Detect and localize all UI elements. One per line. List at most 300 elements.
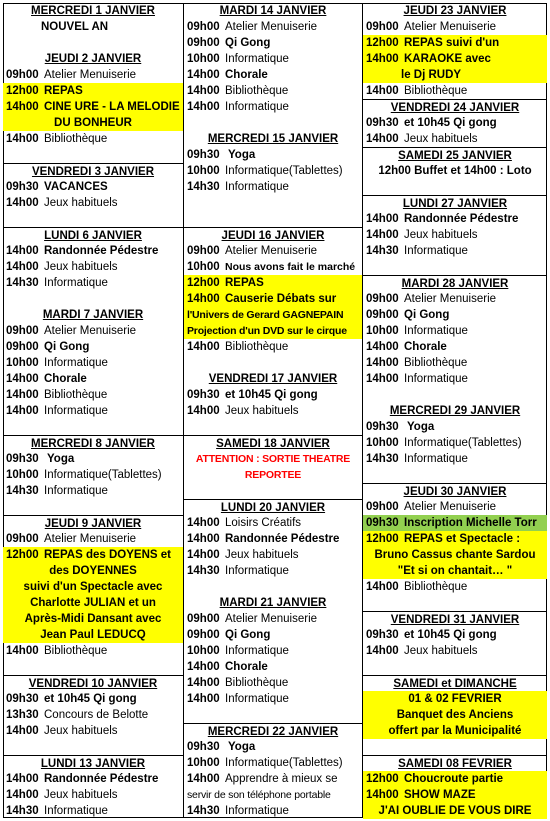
schedule-note [3, 579, 183, 595]
entry-time: 09h30 [366, 629, 399, 641]
entry-activity: Yoga [225, 741, 256, 753]
entry-time: 10h00 [187, 757, 220, 769]
entry-time: 14h00 [6, 197, 39, 209]
entry-activity: Jeux habituels [44, 261, 118, 273]
entry-time: 14h30 [6, 805, 39, 817]
schedule-entry [3, 403, 183, 419]
schedule-entry [363, 531, 547, 547]
entry-activity: Chorale [225, 69, 268, 81]
entry-activity: Informatique [225, 53, 289, 65]
entry-time: 14h00 [366, 645, 399, 657]
entry-time: 10h00 [187, 53, 220, 65]
day-header: MERCREDI 1 JANVIER [31, 5, 155, 17]
day-header: MARDI 28 JANVIER [401, 278, 509, 290]
entry-activity: Atelier Menuiserie [404, 21, 497, 33]
schedule-entry [3, 771, 183, 787]
blank-row [3, 419, 183, 435]
entry-activity: Informatique [225, 101, 289, 113]
day-header-row [363, 147, 547, 163]
schedule-entry [363, 339, 547, 355]
day-header-row [3, 51, 183, 67]
note-text: suivi d'un Spectacle avec [23, 581, 163, 593]
blank-row [363, 595, 547, 611]
entry-activity: Informatique [404, 453, 468, 465]
entry-time: 14h00 [6, 789, 39, 801]
note-text: REPORTEE [244, 469, 302, 481]
entry-activity: Yoga [44, 453, 75, 465]
note-text: Charlotte JULIAN et un [30, 597, 156, 609]
schedule-entry [363, 211, 547, 227]
blank-row [3, 211, 183, 227]
entry-activity: Informatique [44, 277, 108, 289]
entry-activity: Choucroute partie [404, 773, 504, 785]
entry-activity: Nous avons fait le marché [225, 261, 356, 273]
entry-activity: CINE URE - LA MELODIE [44, 101, 180, 113]
entry-activity: Jeux habituels [44, 789, 118, 801]
schedule-entry [3, 387, 183, 403]
entry-time: 09h30 [187, 741, 220, 753]
note-text: le Dj RUDY [401, 69, 462, 81]
schedule-entry [3, 243, 183, 259]
schedule-entry [363, 243, 547, 259]
schedule-entry [3, 787, 183, 803]
schedule-entry [3, 803, 183, 819]
blank-row [363, 179, 547, 195]
entry-time: 09h30 [6, 453, 39, 465]
entry-time: 14h00 [187, 533, 220, 545]
entry-time: 14h00 [366, 229, 399, 241]
note-text: Banquet des Anciens [396, 709, 514, 721]
blank-row [184, 707, 362, 723]
entry-activity: Informatique [404, 245, 468, 257]
schedule-note [3, 611, 183, 627]
blank-row [184, 579, 362, 595]
schedule-entry [184, 675, 362, 691]
entry-time: 09h00 [366, 21, 399, 33]
schedule-entry [3, 323, 183, 339]
schedule-entry [184, 515, 362, 531]
note-text: servir de son téléphone portable [187, 789, 331, 801]
schedule-entry [363, 307, 547, 323]
entry-activity: Bibliothèque [225, 85, 289, 97]
schedule-entry [3, 339, 183, 355]
entry-activity: Qi Gong [44, 341, 90, 353]
entry-time: 09h00 [366, 293, 399, 305]
schedule-note [3, 19, 183, 35]
schedule-entry [3, 259, 183, 275]
blank-row [363, 387, 547, 403]
entry-time: 09h00 [366, 309, 399, 321]
day-header-row [363, 195, 547, 211]
entry-time: 12h00 [366, 37, 399, 49]
schedule-entry [184, 531, 362, 547]
entry-activity: Atelier Menuiserie [404, 501, 497, 513]
schedule-entry [363, 355, 547, 371]
schedule-note [363, 563, 547, 579]
day-header-row [363, 275, 547, 291]
entry-activity: Bibliothèque [44, 133, 108, 145]
blank-row [184, 355, 362, 371]
schedule-note [184, 787, 362, 803]
schedule-entry [184, 755, 362, 771]
entry-activity: Informatique [225, 181, 289, 193]
entry-time: 14h00 [187, 101, 220, 113]
schedule-entry [363, 451, 547, 467]
schedule-entry [184, 403, 362, 419]
note-text: NOUVEL AN [41, 21, 109, 33]
entry-activity: Inscription Michelle Torr [404, 517, 537, 529]
schedule-entry [184, 627, 362, 643]
entry-activity: Atelier Menuiserie [404, 293, 497, 305]
note-text: ATTENTION : SORTIE THEATRE [195, 453, 351, 465]
schedule-entry [363, 115, 547, 131]
day-header: SAMEDI 18 JANVIER [216, 438, 330, 450]
blank-row [3, 291, 183, 307]
day-header-row [363, 755, 547, 771]
entry-time: 14h30 [187, 805, 220, 817]
schedule-entry [184, 547, 362, 563]
entry-activity: et 10h45 Qi gong [404, 629, 497, 641]
schedule-note [363, 547, 547, 563]
day-header: JEUDI 16 JANVIER [221, 230, 325, 242]
day-header: MERCREDI 22 JANVIER [207, 726, 339, 738]
schedule-entry [3, 547, 183, 563]
schedule-entry [3, 195, 183, 211]
entry-time: 14h00 [6, 101, 39, 113]
entry-activity: Chorale [404, 341, 447, 353]
blank-row [3, 659, 183, 675]
entry-time: 10h00 [187, 645, 220, 657]
schedule-entry [184, 339, 362, 355]
entry-activity: Qi Gong [225, 629, 271, 641]
entry-time: 14h00 [187, 85, 220, 97]
schedule-entry [363, 83, 547, 99]
entry-time: 09h00 [6, 325, 39, 337]
entry-activity: Jeux habituels [404, 229, 478, 241]
schedule-entry [363, 771, 547, 787]
entry-time: 14h00 [187, 405, 220, 417]
schedule-entry [363, 19, 547, 35]
blank-row [184, 195, 362, 211]
day-header: SAMEDI 25 JANVIER [398, 150, 512, 162]
schedule-entry [3, 371, 183, 387]
entry-activity: Randonnée Pédestre [404, 213, 519, 225]
entry-time: 14h00 [6, 389, 39, 401]
day-header: JEUDI 23 JANVIER [403, 5, 507, 17]
day-header: VENDREDI 24 JANVIER [390, 102, 520, 114]
schedule-entry [363, 579, 547, 595]
day-header: LUNDI 6 JANVIER [44, 230, 142, 242]
entry-time: 09h00 [187, 613, 220, 625]
entry-activity: et 10h45 Qi gong [404, 117, 497, 129]
schedule-entry [3, 451, 183, 467]
schedule-note [3, 115, 183, 131]
entry-time: 14h00 [6, 245, 39, 257]
entry-activity: Qi Gong [225, 37, 271, 49]
day-header-row [3, 227, 183, 243]
entry-activity: Randonnée Pédestre [225, 533, 340, 545]
schedule-note [184, 307, 362, 323]
entry-time: 14h00 [366, 53, 399, 65]
day-header-row [3, 435, 183, 451]
day-header: MERCREDI 29 JANVIER [389, 405, 521, 417]
entry-activity: Bibliothèque [225, 341, 289, 353]
schedule-note [363, 803, 547, 819]
entry-activity: Causerie Débats sur [225, 293, 337, 305]
schedule-entry [3, 531, 183, 547]
entry-activity: Yoga [404, 421, 435, 433]
entry-activity: Loisirs Créatifs [225, 517, 302, 529]
day-header: JEUDI 30 JANVIER [403, 486, 507, 498]
day-header: LUNDI 20 JANVIER [220, 502, 326, 514]
day-header-row [184, 435, 362, 451]
blank-row [363, 739, 547, 755]
blank-row [184, 419, 362, 435]
entry-activity: Jeux habituels [404, 645, 478, 657]
day-header: MERCREDI 15 JANVIER [207, 133, 339, 145]
schedule-entry [3, 643, 183, 659]
entry-time: 14h00 [366, 85, 399, 97]
schedule-entry [3, 179, 183, 195]
schedule-entry [363, 131, 547, 147]
schedule-entry [363, 787, 547, 803]
schedule-note [363, 163, 547, 179]
day-header: MARDI 14 JANVIER [219, 5, 327, 17]
schedule-entry [363, 291, 547, 307]
entry-time: 14h00 [187, 517, 220, 529]
day-header: VENDREDI 10 JANVIER [28, 678, 158, 690]
entry-time: 14h00 [366, 789, 399, 801]
entry-activity: Informatique [44, 405, 108, 417]
entry-activity: Informatique [44, 805, 108, 817]
entry-time: 14h00 [6, 725, 39, 737]
schedule-entry [363, 627, 547, 643]
entry-time: 10h00 [6, 469, 39, 481]
schedule-entry [184, 771, 362, 787]
entry-time: 14h30 [187, 181, 220, 193]
entry-time: 09h00 [6, 69, 39, 81]
schedule-entry [3, 723, 183, 739]
column-middle [183, 3, 362, 818]
entry-time: 14h00 [187, 677, 220, 689]
day-header-row [184, 3, 362, 19]
entry-time: 13h30 [6, 709, 39, 721]
day-header: LUNDI 13 JANVIER [40, 758, 146, 770]
entry-time: 14h00 [187, 661, 220, 673]
schedule-note [363, 723, 547, 739]
day-header-row [184, 499, 362, 515]
schedule-note [184, 323, 362, 339]
schedule-entry [184, 803, 362, 819]
entry-activity: Atelier Menuiserie [44, 325, 137, 337]
entry-activity: Atelier Menuiserie [225, 21, 318, 33]
blank-row [363, 659, 547, 675]
day-header: VENDREDI 17 JANVIER [208, 373, 338, 385]
schedule-note [363, 707, 547, 723]
entry-activity: Atelier Menuiserie [44, 69, 137, 81]
schedule-note [3, 563, 183, 579]
entry-time: 14h00 [366, 357, 399, 369]
entry-time: 09h00 [6, 341, 39, 353]
entry-time: 09h00 [187, 629, 220, 641]
day-header-row [3, 307, 183, 323]
day-header: JEUDI 2 JANVIER [44, 53, 142, 65]
schedule-entry [184, 275, 362, 291]
schedule-entry [3, 691, 183, 707]
schedule-entry [363, 435, 547, 451]
entry-time: 09h00 [187, 21, 220, 33]
entry-activity: Informatique [225, 805, 289, 817]
entry-time: 09h30 [6, 693, 39, 705]
schedule-entry [184, 163, 362, 179]
schedule-entry [184, 179, 362, 195]
schedule-entry [184, 19, 362, 35]
schedule-entry [184, 83, 362, 99]
entry-activity: Atelier Menuiserie [225, 245, 318, 257]
entry-activity: Chorale [225, 661, 268, 673]
entry-time: 12h00 [366, 533, 399, 545]
note-text: DU BONHEUR [54, 117, 132, 129]
entry-activity: Bibliothèque [44, 645, 108, 657]
schedule-entry [3, 707, 183, 723]
schedule-entry [363, 515, 547, 531]
schedule-note [3, 627, 183, 643]
entry-activity: Randonnée Pédestre [44, 773, 159, 785]
entry-activity: Qi Gong [404, 309, 450, 321]
entry-activity: SHOW MAZE [404, 789, 476, 801]
schedule-entry [3, 131, 183, 147]
day-header: MARDI 21 JANVIER [219, 597, 327, 609]
entry-activity: Informatique [44, 357, 108, 369]
schedule-entry [3, 275, 183, 291]
schedule-entry [184, 147, 362, 163]
schedule-entry [363, 51, 547, 67]
schedule-entry [3, 467, 183, 483]
blank-row [184, 115, 362, 131]
schedule-entry [184, 243, 362, 259]
schedule-note [184, 467, 362, 483]
entry-activity: Jeux habituels [225, 549, 299, 561]
schedule-note [3, 595, 183, 611]
schedule-note [363, 691, 547, 707]
note-text: "Et si on chantait… " [397, 565, 513, 577]
day-header-row [363, 675, 547, 691]
entry-activity: Apprendre à mieux se [225, 773, 338, 785]
schedule-entry [184, 691, 362, 707]
entry-time: 14h00 [187, 773, 220, 785]
schedule-entry [363, 371, 547, 387]
entry-time: 14h00 [6, 405, 39, 417]
entry-time: 14h30 [6, 485, 39, 497]
entry-time: 14h00 [187, 69, 220, 81]
entry-time: 14h00 [366, 133, 399, 145]
day-header: VENDREDI 3 JANVIER [31, 166, 155, 178]
note-text: Projection d'un DVD sur le cirque [187, 325, 347, 337]
schedule-entry [363, 35, 547, 51]
blank-row [3, 739, 183, 755]
entry-time: 14h00 [366, 373, 399, 385]
schedule-entry [184, 99, 362, 115]
note-text: des DOYENNES [49, 565, 137, 577]
blank-row [363, 467, 547, 483]
day-header-row [3, 3, 183, 19]
entry-time: 14h00 [187, 293, 220, 305]
entry-time: 14h00 [366, 341, 399, 353]
schedule-entry [184, 739, 362, 755]
entry-activity: Atelier Menuiserie [225, 613, 318, 625]
entry-time: 14h00 [366, 581, 399, 593]
day-header: VENDREDI 31 JANVIER [390, 614, 520, 626]
entry-activity: Informatique(Tablettes) [44, 469, 162, 481]
schedule-entry [3, 355, 183, 371]
schedule-entry [363, 323, 547, 339]
entry-activity: Informatique [404, 373, 468, 385]
day-header-row [3, 163, 183, 179]
entry-activity: Informatique [225, 693, 289, 705]
entry-activity: Atelier Menuiserie [44, 533, 137, 545]
entry-time: 10h00 [6, 357, 39, 369]
day-header-row [3, 675, 183, 691]
entry-time: 09h30 [187, 389, 220, 401]
blank-row [184, 483, 362, 499]
note-text: 12h00 Buffet et 14h00 : Loto [378, 165, 532, 177]
day-header: LUNDI 27 JANVIER [402, 198, 508, 210]
entry-time: 09h30 [366, 517, 399, 529]
entry-activity: Bibliothèque [404, 85, 468, 97]
schedule-entry [184, 643, 362, 659]
day-header-row [184, 227, 362, 243]
entry-time: 09h00 [187, 245, 220, 257]
entry-activity: Randonnée Pédestre [44, 245, 159, 257]
entry-time: 09h00 [6, 533, 39, 545]
entry-activity: Chorale [44, 373, 87, 385]
entry-time: 14h00 [187, 341, 220, 353]
schedule-entry [184, 67, 362, 83]
entry-activity: Bibliothèque [225, 677, 289, 689]
blank-row [184, 211, 362, 227]
entry-time: 10h00 [187, 165, 220, 177]
schedule-entry [184, 659, 362, 675]
entry-activity: Jeux habituels [44, 725, 118, 737]
entry-time: 14h00 [6, 373, 39, 385]
entry-time: 14h30 [366, 245, 399, 257]
day-header-row [363, 483, 547, 499]
schedule-entry [3, 483, 183, 499]
entry-time: 10h00 [187, 261, 220, 273]
schedule-note [363, 67, 547, 83]
entry-time: 14h00 [187, 693, 220, 705]
entry-activity: Bibliothèque [404, 581, 468, 593]
day-header: MERCREDI 8 JANVIER [31, 438, 155, 450]
entry-activity: REPAS et Spectacle : [404, 533, 521, 545]
schedule-entry [184, 35, 362, 51]
schedule-entry [3, 99, 183, 115]
entry-activity: Informatique [225, 645, 289, 657]
entry-activity: REPAS [44, 85, 83, 97]
note-text: J'AI OUBLIE DE VOUS DIRE [378, 805, 532, 817]
column-left [3, 3, 183, 818]
day-header-row [184, 371, 362, 387]
entry-time: 09h00 [366, 501, 399, 513]
entry-activity: Informatique(Tablettes) [404, 437, 522, 449]
blank-row [363, 259, 547, 275]
entry-activity: Concours de Belotte [44, 709, 149, 721]
entry-time: 12h00 [366, 773, 399, 785]
note-text: Après-Midi Dansant avec [24, 613, 162, 625]
entry-time: 12h00 [6, 85, 39, 97]
schedule-entry [184, 563, 362, 579]
day-header-row [184, 595, 362, 611]
